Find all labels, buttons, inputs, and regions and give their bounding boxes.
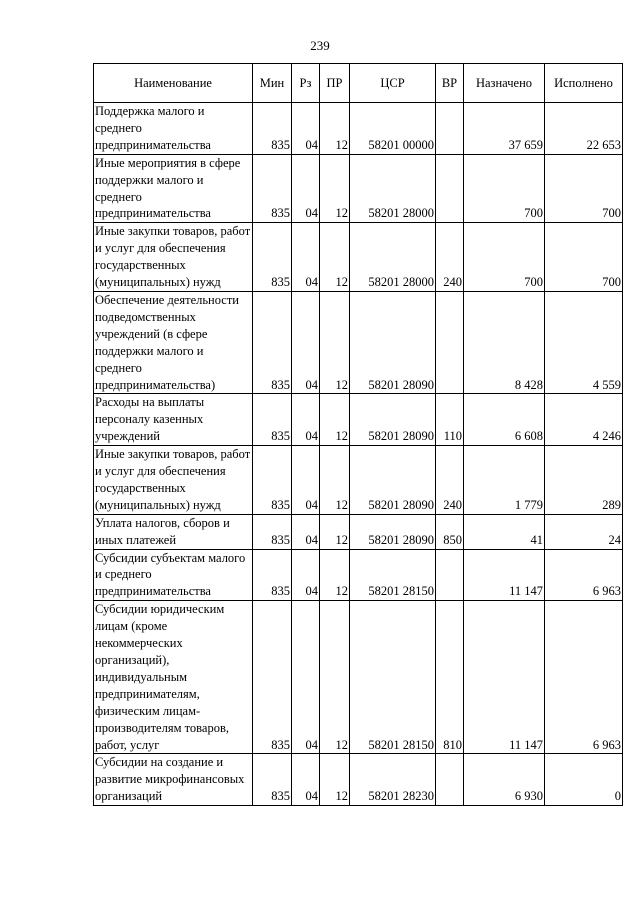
cell-vr <box>436 754 464 806</box>
cell-pr: 12 <box>320 291 350 393</box>
table-row <box>94 154 623 223</box>
cell-min: 835 <box>253 394 292 446</box>
cell-vr: 810 <box>436 601 464 754</box>
cell-min: 835 <box>253 223 292 292</box>
header-pr: ПР <box>320 64 350 103</box>
cell-executed: 4 559 <box>545 291 623 393</box>
cell-executed: 24 <box>545 514 623 549</box>
cell-csr: 58201 28000 <box>350 154 436 223</box>
table-body <box>94 103 623 806</box>
cell-vr <box>436 103 464 155</box>
cell-assigned: 11 147 <box>464 601 545 754</box>
cell-executed: 6 963 <box>545 601 623 754</box>
budget-table <box>93 63 623 806</box>
cell-min: 835 <box>253 291 292 393</box>
cell-pr: 12 <box>320 394 350 446</box>
cell-rz: 04 <box>292 446 320 515</box>
cell-assigned: 8 428 <box>464 291 545 393</box>
table-row <box>94 549 623 601</box>
table-row <box>94 394 623 446</box>
cell-csr: 58201 28090 <box>350 394 436 446</box>
header-csr: ЦСР <box>350 64 436 103</box>
cell-assigned: 700 <box>464 154 545 223</box>
cell-name: Поддержка малого и среднего предпринимательства <box>94 103 253 155</box>
header-vr: ВР <box>436 64 464 103</box>
cell-rz: 04 <box>292 394 320 446</box>
table-row <box>94 291 623 393</box>
cell-executed: 22 653 <box>545 103 623 155</box>
cell-csr: 58201 28150 <box>350 601 436 754</box>
cell-csr: 58201 28090 <box>350 291 436 393</box>
cell-min: 835 <box>253 514 292 549</box>
cell-csr: 58201 28090 <box>350 446 436 515</box>
cell-name: Иные закупки товаров, работ и услуг для обеспечения государственных (муниципальных) нужд <box>94 446 253 515</box>
cell-vr: 110 <box>436 394 464 446</box>
cell-name: Субсидии юридическим лицам (кроме некоммерческих организаций), индивидуальным предпринимателям, физическим лицам-производителям товаров, работ, услуг <box>94 601 253 754</box>
cell-min: 835 <box>253 103 292 155</box>
cell-assigned: 37 659 <box>464 103 545 155</box>
cell-name: Обеспечение деятельности подведомственных учреждений (в сфере поддержки малого и среднего предпринимательства) <box>94 291 253 393</box>
cell-assigned: 1 779 <box>464 446 545 515</box>
cell-vr <box>436 291 464 393</box>
cell-executed: 700 <box>545 154 623 223</box>
cell-csr: 58201 00000 <box>350 103 436 155</box>
cell-csr: 58201 28090 <box>350 514 436 549</box>
table-row <box>94 514 623 549</box>
cell-min: 835 <box>253 154 292 223</box>
cell-pr: 12 <box>320 446 350 515</box>
cell-csr: 58201 28000 <box>350 223 436 292</box>
cell-name: Уплата налогов, сборов и иных платежей <box>94 514 253 549</box>
cell-assigned: 41 <box>464 514 545 549</box>
cell-assigned: 6 930 <box>464 754 545 806</box>
cell-pr: 12 <box>320 549 350 601</box>
cell-vr: 850 <box>436 514 464 549</box>
cell-assigned: 6 608 <box>464 394 545 446</box>
cell-rz: 04 <box>292 601 320 754</box>
cell-vr <box>436 549 464 601</box>
header-min: Мин <box>253 64 292 103</box>
header-rz: Рз <box>292 64 320 103</box>
cell-name: Иные мероприятия в сфере поддержки малого и среднего предпринимательства <box>94 154 253 223</box>
table-row <box>94 103 623 155</box>
cell-assigned: 11 147 <box>464 549 545 601</box>
table-row <box>94 446 623 515</box>
cell-name: Субсидии субъектам малого и среднего предпринимательства <box>94 549 253 601</box>
header-name: Наименование <box>94 64 253 103</box>
cell-name: Иные закупки товаров, работ и услуг для обеспечения государственных (муниципальных) нужд <box>94 223 253 292</box>
cell-name: Субсидии на создание и развитие микрофинансовых организаций <box>94 754 253 806</box>
table-row <box>94 601 623 754</box>
cell-csr: 58201 28150 <box>350 549 436 601</box>
cell-pr: 12 <box>320 103 350 155</box>
cell-pr: 12 <box>320 514 350 549</box>
cell-min: 835 <box>253 446 292 515</box>
cell-vr: 240 <box>436 446 464 515</box>
table-header-row <box>94 64 623 103</box>
cell-executed: 6 963 <box>545 549 623 601</box>
table-row <box>94 754 623 806</box>
cell-rz: 04 <box>292 223 320 292</box>
cell-rz: 04 <box>292 754 320 806</box>
cell-pr: 12 <box>320 601 350 754</box>
table-row <box>94 223 623 292</box>
header-assigned: Назначено <box>464 64 545 103</box>
cell-executed: 4 246 <box>545 394 623 446</box>
cell-min: 835 <box>253 549 292 601</box>
cell-pr: 12 <box>320 754 350 806</box>
cell-rz: 04 <box>292 514 320 549</box>
cell-min: 835 <box>253 601 292 754</box>
cell-rz: 04 <box>292 549 320 601</box>
cell-vr: 240 <box>436 223 464 292</box>
cell-rz: 04 <box>292 291 320 393</box>
cell-csr: 58201 28230 <box>350 754 436 806</box>
cell-assigned: 700 <box>464 223 545 292</box>
cell-name: Расходы на выплаты персоналу казенных учреждений <box>94 394 253 446</box>
cell-executed: 0 <box>545 754 623 806</box>
cell-executed: 289 <box>545 446 623 515</box>
cell-rz: 04 <box>292 103 320 155</box>
cell-vr <box>436 154 464 223</box>
cell-pr: 12 <box>320 223 350 292</box>
cell-executed: 700 <box>545 223 623 292</box>
cell-pr: 12 <box>320 154 350 223</box>
page-number: 239 <box>310 38 330 53</box>
cell-rz: 04 <box>292 154 320 223</box>
cell-min: 835 <box>253 754 292 806</box>
header-executed: Исполнено <box>545 64 623 103</box>
